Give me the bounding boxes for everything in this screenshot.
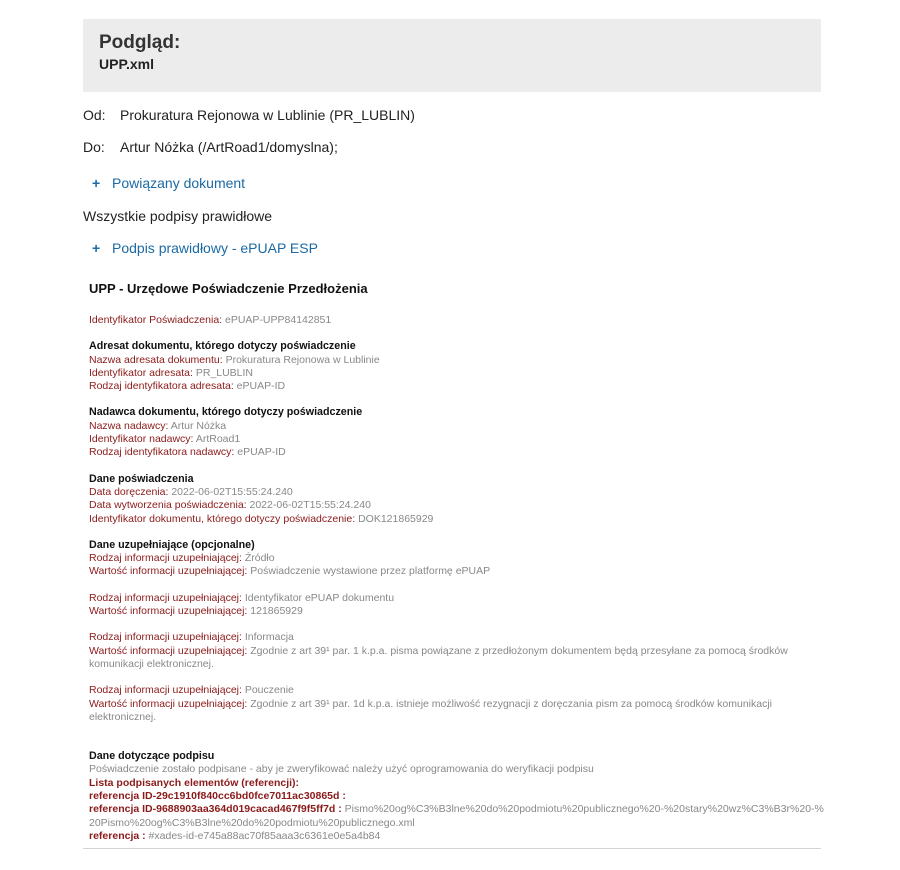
supplementary-title: Dane uzupełniające (opcjonalne) bbox=[89, 538, 255, 551]
signature-link-label: Podpis prawidłowy - ePUAP ESP bbox=[112, 240, 318, 256]
field-label: Data wytworzenia poświadczenia: bbox=[89, 499, 247, 512]
field-label: Identyfikator nadawcy: bbox=[89, 433, 194, 446]
signed-elements-label: Lista podpisanych elementów (referencji): bbox=[89, 776, 300, 789]
related-document-label: Powiązany dokument bbox=[112, 175, 246, 191]
upp-document bbox=[89, 281, 824, 856]
field-label: Nazwa nadawcy: bbox=[89, 419, 169, 432]
reference-label: referencja ID-29c1910f840cc6bd0fce7011ac30865d : bbox=[89, 790, 346, 803]
field-value: 121865929 bbox=[250, 605, 303, 618]
supplementary-section bbox=[89, 539, 824, 724]
field-label: Wartość informacji uzupełniającej: bbox=[89, 644, 248, 657]
signature-link[interactable] bbox=[92, 240, 318, 256]
supplementary-item bbox=[89, 592, 824, 619]
field-label: Identyfikator adresata: bbox=[89, 366, 193, 379]
field-label: Rodzaj informacji uzupełniającej: bbox=[89, 591, 242, 604]
field-label: Rodzaj identyfikatora adresata: bbox=[89, 380, 234, 393]
field-value: ePUAP-ID bbox=[237, 446, 286, 459]
certification-section bbox=[89, 473, 824, 526]
recipient-title: Adresat dokumentu, którego dotyczy poświadczenie bbox=[89, 340, 356, 353]
from-row bbox=[83, 107, 415, 123]
related-document-link[interactable] bbox=[92, 175, 245, 191]
field-label: Wartość informacji uzupełniającej: bbox=[89, 697, 248, 710]
field-value: Artur Nóżka bbox=[170, 419, 227, 432]
to-row bbox=[83, 139, 338, 155]
expand-plus-icon: + bbox=[92, 240, 101, 256]
field-value: Źródło bbox=[244, 552, 275, 565]
file-name: UPP.xml bbox=[99, 56, 154, 72]
field-label: Data doręczenia: bbox=[89, 485, 169, 498]
reference-value: #xades-id-e745a88ac70f85aaa3c6361e0e5a4b84 bbox=[148, 829, 381, 842]
field-value: 2022-06-02T15:55:24.240 bbox=[171, 485, 293, 498]
recipient-section bbox=[89, 340, 824, 393]
field-label: Nazwa adresata dokumentu: bbox=[89, 353, 223, 366]
preview-header bbox=[83, 19, 821, 92]
field-label: Rodzaj informacji uzupełniającej: bbox=[89, 552, 242, 565]
expand-plus-icon: + bbox=[92, 175, 101, 191]
cert-id-section bbox=[89, 314, 824, 327]
reference-label: referencja ID-9688903aa364d019cacad467f9f5ff7d : bbox=[89, 803, 342, 816]
field-label: Wartość informacji uzupełniającej: bbox=[89, 605, 248, 618]
reference-row bbox=[89, 830, 824, 843]
field-label: Identyfikator dokumentu, którego dotyczy poświadczenie: bbox=[89, 512, 356, 525]
field-value: ArtRoad1 bbox=[195, 433, 241, 446]
field-value: Zgodnie z art 39¹ par. 1d k.p.a. istnieje możliwość rezygnacji z doręczania pism za pomocą środków komunikacji elektronicznej. bbox=[89, 697, 772, 723]
field-value: 2022-06-02T15:55:24.240 bbox=[249, 499, 371, 512]
to-label: Do: bbox=[83, 139, 105, 155]
field-value: PR_LUBLIN bbox=[195, 366, 254, 379]
bottom-divider bbox=[83, 848, 821, 849]
reference-row bbox=[89, 803, 824, 830]
field-label: Rodzaj informacji uzupełniającej: bbox=[89, 631, 242, 644]
upp-title: UPP - Urzędowe Poświadczenie Przedłożenia bbox=[89, 281, 368, 296]
supplementary-item bbox=[89, 552, 824, 579]
to-value: Artur Nóżka (/ArtRoad1/domyslna); bbox=[120, 139, 338, 155]
sender-title: Nadawca dokumentu, którego dotyczy poświadczenie bbox=[89, 406, 363, 419]
field-label: Rodzaj identyfikatora nadawcy: bbox=[89, 446, 235, 459]
field-label: Wartość informacji uzupełniającej: bbox=[89, 565, 248, 578]
reference-label: referencja : bbox=[89, 829, 146, 842]
cert-id-value: ePUAP-UPP84142851 bbox=[225, 314, 332, 326]
certification-title: Dane poświadczenia bbox=[89, 472, 194, 485]
sender-section bbox=[89, 406, 824, 459]
supplementary-item bbox=[89, 684, 824, 724]
from-label: Od: bbox=[83, 107, 106, 123]
signature-section bbox=[89, 750, 824, 843]
field-value: Zgodnie z art 39¹ par. 1 k.p.a. pisma powiązane z przedłożonym dokumentem będą przesyłane za pomocą środków komunikacji elektronicznej. bbox=[89, 644, 788, 670]
field-value: ePUAP-ID bbox=[236, 380, 286, 393]
signature-title: Dane dotyczące podpisu bbox=[89, 750, 215, 763]
preview-title: Podgląd: bbox=[99, 32, 181, 53]
field-value: Prokuratura Rejonowa w Lublinie bbox=[225, 353, 380, 366]
field-label: Rodzaj informacji uzupełniającej: bbox=[89, 684, 242, 697]
supplementary-item bbox=[89, 631, 824, 671]
field-value: Poświadczenie wystawione przez platformę ePUAP bbox=[250, 565, 491, 578]
reference-value: Pismo%20og%C3%B3lne%20do%20podmiotu%20publicznego%20-%20stary%20wz%C3%B3r%20-%20Pismo%20og%C3%B3lne%20do%20podmiotu%20publicznego.xml bbox=[89, 803, 824, 829]
field-value: Informacja bbox=[244, 631, 294, 644]
field-value: Pouczenie bbox=[244, 684, 294, 697]
from-value: Prokuratura Rejonowa w Lublinie (PR_LUBLIN) bbox=[120, 107, 415, 123]
signature-note: Poświadczenie zostało podpisane - aby je zweryfikować należy użyć oprogramowania do weryfikacji podpisu bbox=[89, 763, 594, 776]
signatures-status: Wszystkie podpisy prawidłowe bbox=[83, 208, 273, 224]
field-value: Identyfikator ePUAP dokumentu bbox=[244, 591, 395, 604]
cert-id-label: Identyfikator Poświadczenia: bbox=[89, 314, 223, 326]
reference-row bbox=[89, 790, 824, 803]
field-value: DOK121865929 bbox=[358, 512, 434, 525]
